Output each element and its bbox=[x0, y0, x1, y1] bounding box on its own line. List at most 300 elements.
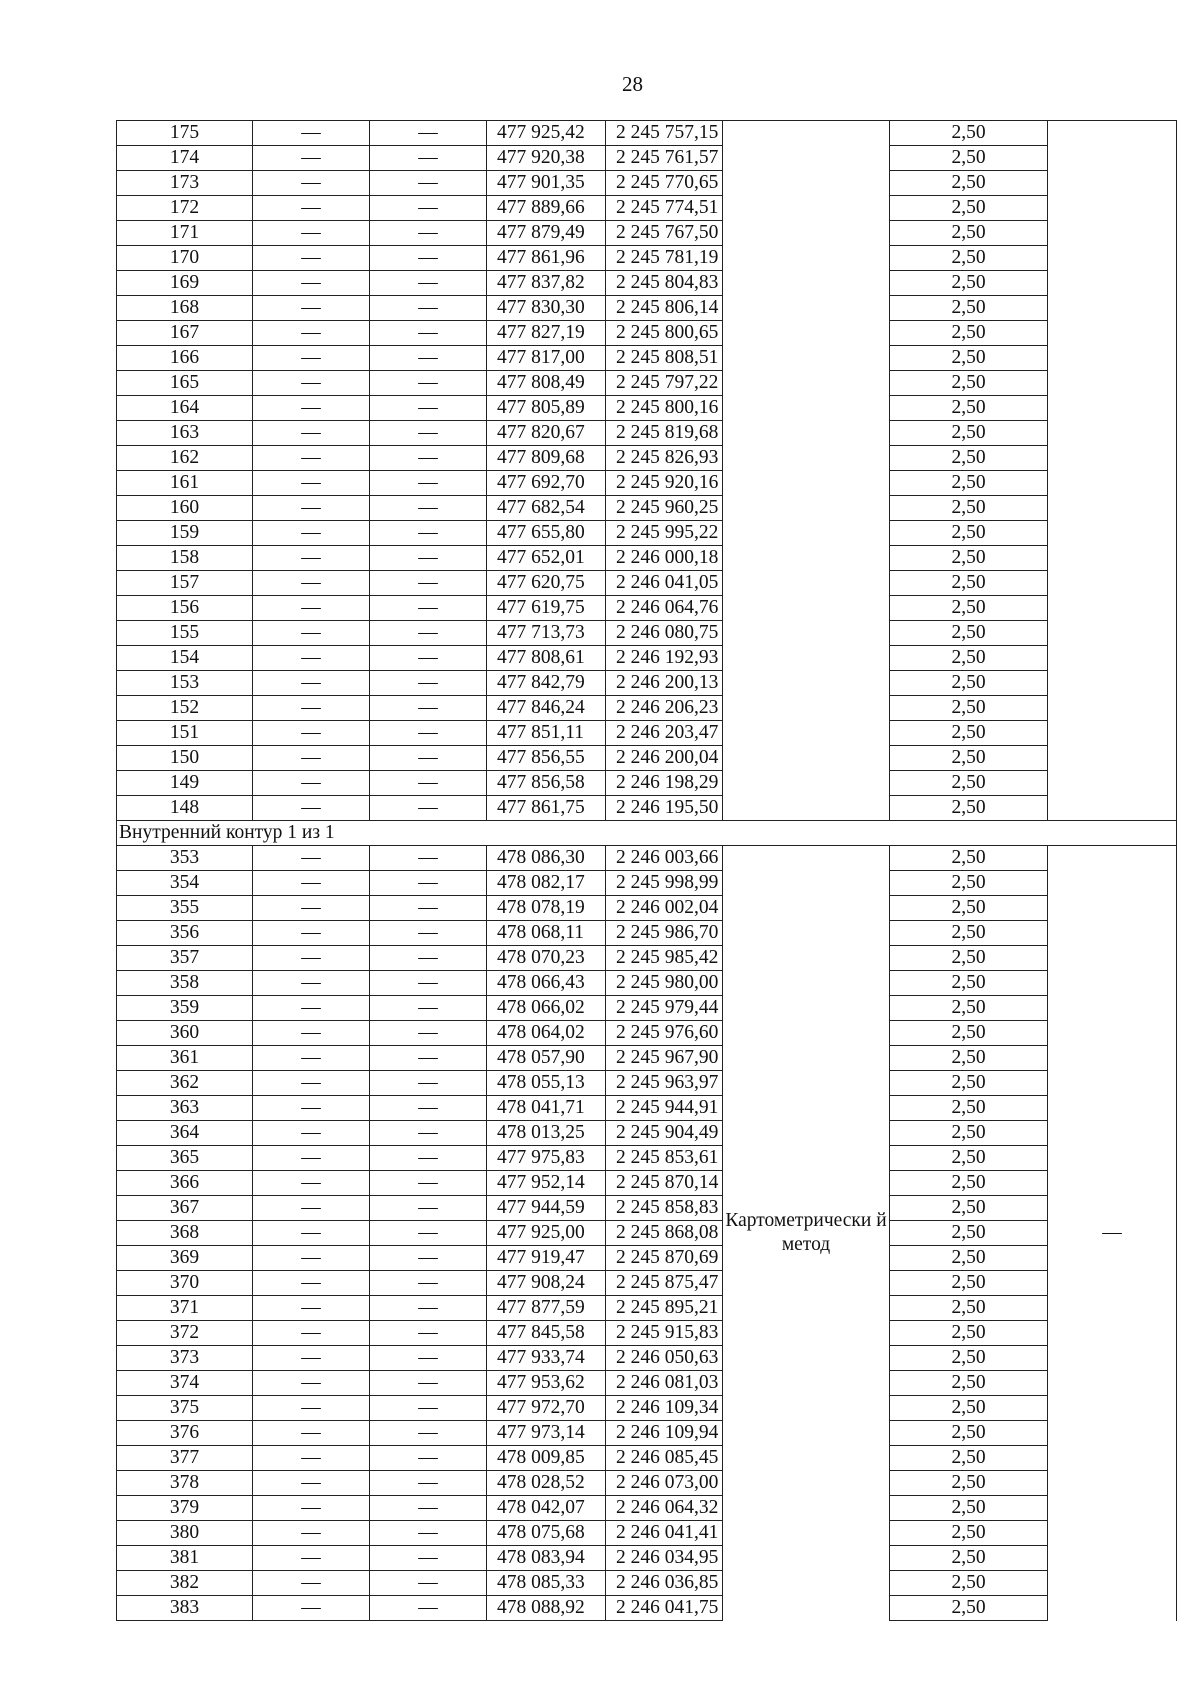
dash-cell: — bbox=[370, 146, 487, 171]
y-coordinate: 2 246 036,85 bbox=[606, 1571, 723, 1596]
precision-value: 2,50 bbox=[890, 146, 1048, 171]
table-row bbox=[117, 871, 1177, 896]
x-coordinate: 477 827,19 bbox=[487, 321, 606, 346]
precision-value: 2,50 bbox=[890, 1246, 1048, 1271]
y-coordinate: 2 245 875,47 bbox=[606, 1271, 723, 1296]
dash-cell: — bbox=[370, 971, 487, 996]
dash-cell: — bbox=[370, 1296, 487, 1321]
precision-value: 2,50 bbox=[890, 746, 1048, 771]
point-number: 377 bbox=[117, 1446, 253, 1471]
dash-cell: — bbox=[370, 1471, 487, 1496]
method-cell bbox=[723, 421, 890, 446]
dash-cell: — bbox=[253, 1546, 370, 1571]
precision-value: 2,50 bbox=[890, 196, 1048, 221]
dash-cell: — bbox=[370, 1196, 487, 1221]
y-coordinate: 2 245 757,15 bbox=[606, 121, 723, 146]
table-row bbox=[117, 446, 1177, 471]
x-coordinate: 477 655,80 bbox=[487, 521, 606, 546]
x-coordinate: 477 861,75 bbox=[487, 796, 606, 821]
dash-cell: — bbox=[370, 271, 487, 296]
precision-value: 2,50 bbox=[890, 371, 1048, 396]
dash-cell: — bbox=[253, 771, 370, 796]
dash-cell: — bbox=[370, 471, 487, 496]
dash-cell: — bbox=[253, 246, 370, 271]
point-number: 376 bbox=[117, 1421, 253, 1446]
table-row bbox=[117, 496, 1177, 521]
precision-value: 2,50 bbox=[890, 1471, 1048, 1496]
precision-value: 2,50 bbox=[890, 1521, 1048, 1546]
dash-cell: — bbox=[253, 621, 370, 646]
table-row bbox=[117, 646, 1177, 671]
x-coordinate: 477 908,24 bbox=[487, 1271, 606, 1296]
dash-cell: — bbox=[253, 1171, 370, 1196]
y-coordinate: 2 245 858,83 bbox=[606, 1196, 723, 1221]
dash-cell: — bbox=[370, 421, 487, 446]
point-number: 152 bbox=[117, 696, 253, 721]
dash-cell: — bbox=[370, 321, 487, 346]
point-number: 383 bbox=[117, 1596, 253, 1621]
point-number: 157 bbox=[117, 571, 253, 596]
point-number: 153 bbox=[117, 671, 253, 696]
precision-value: 2,50 bbox=[890, 946, 1048, 971]
y-coordinate: 2 245 806,14 bbox=[606, 296, 723, 321]
point-number: 360 bbox=[117, 1021, 253, 1046]
method-cell bbox=[723, 746, 890, 771]
y-coordinate: 2 245 980,00 bbox=[606, 971, 723, 996]
precision-value: 2,50 bbox=[890, 796, 1048, 821]
precision-value: 2,50 bbox=[890, 471, 1048, 496]
point-number: 150 bbox=[117, 746, 253, 771]
table-row bbox=[117, 1546, 1177, 1571]
x-coordinate: 477 805,89 bbox=[487, 396, 606, 421]
dash-cell: — bbox=[253, 1296, 370, 1321]
precision-value: 2,50 bbox=[890, 1096, 1048, 1121]
dash-cell: — bbox=[253, 171, 370, 196]
x-coordinate: 478 088,92 bbox=[487, 1596, 606, 1621]
x-coordinate: 477 845,58 bbox=[487, 1321, 606, 1346]
x-coordinate: 477 830,30 bbox=[487, 296, 606, 321]
table-row bbox=[117, 1021, 1177, 1046]
x-coordinate: 478 057,90 bbox=[487, 1046, 606, 1071]
table-row bbox=[117, 196, 1177, 221]
dash-cell: — bbox=[253, 1046, 370, 1071]
y-coordinate: 2 245 781,19 bbox=[606, 246, 723, 271]
dash-cell: — bbox=[370, 1221, 487, 1246]
y-coordinate: 2 246 064,76 bbox=[606, 596, 723, 621]
y-coordinate: 2 246 073,00 bbox=[606, 1471, 723, 1496]
dash-cell: — bbox=[370, 1496, 487, 1521]
last-column-cell bbox=[1048, 746, 1177, 771]
dash-cell: — bbox=[370, 1371, 487, 1396]
precision-value: 2,50 bbox=[890, 546, 1048, 571]
last-column-cell: — bbox=[1048, 846, 1177, 1621]
dash-cell: — bbox=[370, 871, 487, 896]
dash-cell: — bbox=[370, 596, 487, 621]
x-coordinate: 477 925,42 bbox=[487, 121, 606, 146]
x-coordinate: 477 973,14 bbox=[487, 1421, 606, 1446]
precision-value: 2,50 bbox=[890, 896, 1048, 921]
x-coordinate: 477 919,47 bbox=[487, 1246, 606, 1271]
x-coordinate: 478 055,13 bbox=[487, 1071, 606, 1096]
point-number: 375 bbox=[117, 1396, 253, 1421]
y-coordinate: 2 245 986,70 bbox=[606, 921, 723, 946]
dash-cell: — bbox=[253, 896, 370, 921]
last-column-cell bbox=[1048, 721, 1177, 746]
dash-cell: — bbox=[370, 1596, 487, 1621]
method-cell bbox=[723, 696, 890, 721]
table-row bbox=[117, 521, 1177, 546]
precision-value: 2,50 bbox=[890, 1296, 1048, 1321]
dash-cell: — bbox=[253, 296, 370, 321]
dash-cell: — bbox=[253, 271, 370, 296]
precision-value: 2,50 bbox=[890, 671, 1048, 696]
dash-cell: — bbox=[253, 1496, 370, 1521]
dash-cell: — bbox=[253, 121, 370, 146]
method-cell bbox=[723, 396, 890, 421]
point-number: 156 bbox=[117, 596, 253, 621]
method-cell bbox=[723, 321, 890, 346]
x-coordinate: 477 842,79 bbox=[487, 671, 606, 696]
y-coordinate: 2 245 868,08 bbox=[606, 1221, 723, 1246]
table-row bbox=[117, 1296, 1177, 1321]
x-coordinate: 477 925,00 bbox=[487, 1221, 606, 1246]
dash-cell: — bbox=[253, 1371, 370, 1396]
method-cell bbox=[723, 571, 890, 596]
point-number: 374 bbox=[117, 1371, 253, 1396]
dash-cell: — bbox=[370, 571, 487, 596]
dash-cell: — bbox=[253, 421, 370, 446]
last-column-cell bbox=[1048, 396, 1177, 421]
dash-cell: — bbox=[370, 1546, 487, 1571]
dash-cell: — bbox=[253, 546, 370, 571]
point-number: 163 bbox=[117, 421, 253, 446]
point-number: 154 bbox=[117, 646, 253, 671]
table-row bbox=[117, 1496, 1177, 1521]
y-coordinate: 2 246 080,75 bbox=[606, 621, 723, 646]
dash-cell: — bbox=[370, 246, 487, 271]
dash-cell: — bbox=[370, 1246, 487, 1271]
dash-cell: — bbox=[253, 846, 370, 871]
dash-cell: — bbox=[370, 1121, 487, 1146]
y-coordinate: 2 246 192,93 bbox=[606, 646, 723, 671]
table-row bbox=[117, 121, 1177, 146]
method-cell bbox=[723, 521, 890, 546]
table-row bbox=[117, 721, 1177, 746]
table-row bbox=[117, 271, 1177, 296]
dash-cell: — bbox=[253, 146, 370, 171]
dash-cell: — bbox=[253, 971, 370, 996]
precision-value: 2,50 bbox=[890, 1271, 1048, 1296]
table-row bbox=[117, 1221, 1177, 1246]
x-coordinate: 477 944,59 bbox=[487, 1196, 606, 1221]
table-row bbox=[117, 346, 1177, 371]
dash-cell: — bbox=[253, 1071, 370, 1096]
dash-cell: — bbox=[370, 1146, 487, 1171]
point-number: 367 bbox=[117, 1196, 253, 1221]
y-coordinate: 2 246 000,18 bbox=[606, 546, 723, 571]
x-coordinate: 478 041,71 bbox=[487, 1096, 606, 1121]
y-coordinate: 2 246 198,29 bbox=[606, 771, 723, 796]
y-coordinate: 2 246 200,13 bbox=[606, 671, 723, 696]
point-number: 364 bbox=[117, 1121, 253, 1146]
last-column-cell bbox=[1048, 496, 1177, 521]
dash-cell: — bbox=[370, 1521, 487, 1546]
precision-value: 2,50 bbox=[890, 1121, 1048, 1146]
last-column-cell bbox=[1048, 221, 1177, 246]
x-coordinate: 478 075,68 bbox=[487, 1521, 606, 1546]
point-number: 158 bbox=[117, 546, 253, 571]
point-number: 365 bbox=[117, 1146, 253, 1171]
precision-value: 2,50 bbox=[890, 1496, 1048, 1521]
point-number: 370 bbox=[117, 1271, 253, 1296]
dash-cell: — bbox=[253, 1346, 370, 1371]
table-row bbox=[117, 1046, 1177, 1071]
precision-value: 2,50 bbox=[890, 171, 1048, 196]
point-number: 170 bbox=[117, 246, 253, 271]
dash-cell: — bbox=[253, 471, 370, 496]
y-coordinate: 2 245 976,60 bbox=[606, 1021, 723, 1046]
inner-contour-rows bbox=[117, 846, 1177, 1621]
x-coordinate: 478 086,30 bbox=[487, 846, 606, 871]
x-coordinate: 478 066,43 bbox=[487, 971, 606, 996]
point-number: 159 bbox=[117, 521, 253, 546]
dash-cell: — bbox=[253, 1121, 370, 1146]
precision-value: 2,50 bbox=[890, 621, 1048, 646]
last-column-cell bbox=[1048, 771, 1177, 796]
y-coordinate: 2 245 770,65 bbox=[606, 171, 723, 196]
dash-cell: — bbox=[253, 321, 370, 346]
dash-cell: — bbox=[370, 396, 487, 421]
point-number: 175 bbox=[117, 121, 253, 146]
y-coordinate: 2 245 979,44 bbox=[606, 996, 723, 1021]
precision-value: 2,50 bbox=[890, 1446, 1048, 1471]
dash-cell: — bbox=[370, 1571, 487, 1596]
point-number: 168 bbox=[117, 296, 253, 321]
x-coordinate: 478 083,94 bbox=[487, 1546, 606, 1571]
dash-cell: — bbox=[253, 1096, 370, 1121]
x-coordinate: 478 009,85 bbox=[487, 1446, 606, 1471]
x-coordinate: 478 042,07 bbox=[487, 1496, 606, 1521]
precision-value: 2,50 bbox=[890, 1046, 1048, 1071]
dash-cell: — bbox=[253, 696, 370, 721]
precision-value: 2,50 bbox=[890, 271, 1048, 296]
point-number: 173 bbox=[117, 171, 253, 196]
point-number: 366 bbox=[117, 1171, 253, 1196]
precision-value: 2,50 bbox=[890, 346, 1048, 371]
dash-cell: — bbox=[253, 721, 370, 746]
last-column-cell bbox=[1048, 596, 1177, 621]
precision-value: 2,50 bbox=[890, 1221, 1048, 1246]
dash-cell: — bbox=[370, 221, 487, 246]
dash-cell: — bbox=[253, 371, 370, 396]
y-coordinate: 2 245 853,61 bbox=[606, 1146, 723, 1171]
dash-cell: — bbox=[253, 1396, 370, 1421]
table-row bbox=[117, 1121, 1177, 1146]
x-coordinate: 478 078,19 bbox=[487, 896, 606, 921]
x-coordinate: 477 713,73 bbox=[487, 621, 606, 646]
x-coordinate: 477 682,54 bbox=[487, 496, 606, 521]
dash-cell: — bbox=[370, 796, 487, 821]
dash-cell: — bbox=[253, 646, 370, 671]
table-row bbox=[117, 171, 1177, 196]
point-number: 148 bbox=[117, 796, 253, 821]
last-column-cell bbox=[1048, 321, 1177, 346]
method-cell bbox=[723, 546, 890, 571]
dash-cell: — bbox=[370, 1021, 487, 1046]
dash-cell: — bbox=[253, 1571, 370, 1596]
last-column-cell bbox=[1048, 796, 1177, 821]
method-cell bbox=[723, 271, 890, 296]
x-coordinate: 477 953,62 bbox=[487, 1371, 606, 1396]
last-column-cell bbox=[1048, 446, 1177, 471]
point-number: 160 bbox=[117, 496, 253, 521]
method-cell bbox=[723, 721, 890, 746]
last-column-cell bbox=[1048, 696, 1177, 721]
x-coordinate: 477 809,68 bbox=[487, 446, 606, 471]
dash-cell: — bbox=[370, 1071, 487, 1096]
dash-cell: — bbox=[253, 571, 370, 596]
method-cell bbox=[723, 496, 890, 521]
x-coordinate: 478 013,25 bbox=[487, 1121, 606, 1146]
point-number: 362 bbox=[117, 1071, 253, 1096]
x-coordinate: 477 901,35 bbox=[487, 171, 606, 196]
y-coordinate: 2 245 963,97 bbox=[606, 1071, 723, 1096]
dash-cell: — bbox=[253, 1596, 370, 1621]
method-cell: Картометрически й метод bbox=[723, 846, 890, 1621]
dash-cell: — bbox=[370, 1396, 487, 1421]
last-column-cell bbox=[1048, 571, 1177, 596]
method-cell bbox=[723, 121, 890, 146]
y-coordinate: 2 245 797,22 bbox=[606, 371, 723, 396]
y-coordinate: 2 245 761,57 bbox=[606, 146, 723, 171]
x-coordinate: 478 085,33 bbox=[487, 1571, 606, 1596]
precision-value: 2,50 bbox=[890, 921, 1048, 946]
point-number: 353 bbox=[117, 846, 253, 871]
y-coordinate: 2 245 920,16 bbox=[606, 471, 723, 496]
table-row bbox=[117, 621, 1177, 646]
precision-value: 2,50 bbox=[890, 1196, 1048, 1221]
dash-cell: — bbox=[370, 296, 487, 321]
x-coordinate: 477 837,82 bbox=[487, 271, 606, 296]
precision-value: 2,50 bbox=[890, 321, 1048, 346]
y-coordinate: 2 246 109,34 bbox=[606, 1396, 723, 1421]
y-coordinate: 2 245 998,99 bbox=[606, 871, 723, 896]
y-coordinate: 2 245 800,65 bbox=[606, 321, 723, 346]
method-cell bbox=[723, 621, 890, 646]
table-row bbox=[117, 1171, 1177, 1196]
dash-cell: — bbox=[370, 1096, 487, 1121]
last-column-cell bbox=[1048, 621, 1177, 646]
dash-cell: — bbox=[370, 1346, 487, 1371]
precision-value: 2,50 bbox=[890, 246, 1048, 271]
point-number: 378 bbox=[117, 1471, 253, 1496]
table-row bbox=[117, 596, 1177, 621]
point-number: 167 bbox=[117, 321, 253, 346]
dash-cell: — bbox=[253, 1271, 370, 1296]
table-row bbox=[117, 1321, 1177, 1346]
table-row bbox=[117, 1246, 1177, 1271]
precision-value: 2,50 bbox=[890, 1596, 1048, 1621]
table-row bbox=[117, 1571, 1177, 1596]
dash-cell: — bbox=[370, 921, 487, 946]
precision-value: 2,50 bbox=[890, 396, 1048, 421]
dash-cell: — bbox=[253, 1196, 370, 1221]
table-row bbox=[117, 996, 1177, 1021]
dash-cell: — bbox=[370, 496, 487, 521]
method-cell bbox=[723, 171, 890, 196]
dash-cell: — bbox=[253, 996, 370, 1021]
y-coordinate: 2 246 064,32 bbox=[606, 1496, 723, 1521]
dash-cell: — bbox=[253, 221, 370, 246]
table-row bbox=[117, 971, 1177, 996]
outer-contour-rows bbox=[117, 121, 1177, 821]
y-coordinate: 2 246 050,63 bbox=[606, 1346, 723, 1371]
last-column-cell bbox=[1048, 246, 1177, 271]
last-column-cell bbox=[1048, 646, 1177, 671]
dash-cell: — bbox=[253, 796, 370, 821]
dash-cell: — bbox=[370, 346, 487, 371]
dash-cell: — bbox=[253, 1321, 370, 1346]
table-row bbox=[117, 1596, 1177, 1621]
y-coordinate: 2 246 109,94 bbox=[606, 1421, 723, 1446]
dash-cell: — bbox=[370, 121, 487, 146]
last-column-cell bbox=[1048, 371, 1177, 396]
precision-value: 2,50 bbox=[890, 1021, 1048, 1046]
y-coordinate: 2 245 895,21 bbox=[606, 1296, 723, 1321]
x-coordinate: 478 070,23 bbox=[487, 946, 606, 971]
method-cell bbox=[723, 646, 890, 671]
table-row bbox=[117, 571, 1177, 596]
point-number: 354 bbox=[117, 871, 253, 896]
dash-cell: — bbox=[370, 196, 487, 221]
point-number: 355 bbox=[117, 896, 253, 921]
method-cell bbox=[723, 221, 890, 246]
y-coordinate: 2 246 200,04 bbox=[606, 746, 723, 771]
point-number: 381 bbox=[117, 1546, 253, 1571]
y-coordinate: 2 245 967,90 bbox=[606, 1046, 723, 1071]
table-row bbox=[117, 146, 1177, 171]
y-coordinate: 2 245 985,42 bbox=[606, 946, 723, 971]
method-cell bbox=[723, 771, 890, 796]
precision-value: 2,50 bbox=[890, 521, 1048, 546]
point-number: 356 bbox=[117, 921, 253, 946]
precision-value: 2,50 bbox=[890, 1171, 1048, 1196]
point-number: 149 bbox=[117, 771, 253, 796]
method-cell bbox=[723, 246, 890, 271]
coordinates-table bbox=[116, 120, 1177, 1621]
last-column-cell bbox=[1048, 521, 1177, 546]
table-row bbox=[117, 1371, 1177, 1396]
dash-cell: — bbox=[370, 521, 487, 546]
precision-value: 2,50 bbox=[890, 421, 1048, 446]
x-coordinate: 477 952,14 bbox=[487, 1171, 606, 1196]
table-row bbox=[117, 421, 1177, 446]
last-column-cell bbox=[1048, 146, 1177, 171]
table-row bbox=[117, 1421, 1177, 1446]
table-row bbox=[117, 921, 1177, 946]
x-coordinate: 477 856,55 bbox=[487, 746, 606, 771]
dash-cell: — bbox=[370, 1421, 487, 1446]
table-row bbox=[117, 1521, 1177, 1546]
dash-cell: — bbox=[253, 346, 370, 371]
point-number: 379 bbox=[117, 1496, 253, 1521]
y-coordinate: 2 245 804,83 bbox=[606, 271, 723, 296]
dash-cell: — bbox=[370, 1446, 487, 1471]
y-coordinate: 2 245 870,14 bbox=[606, 1171, 723, 1196]
point-number: 359 bbox=[117, 996, 253, 1021]
point-number: 380 bbox=[117, 1521, 253, 1546]
y-coordinate: 2 245 915,83 bbox=[606, 1321, 723, 1346]
